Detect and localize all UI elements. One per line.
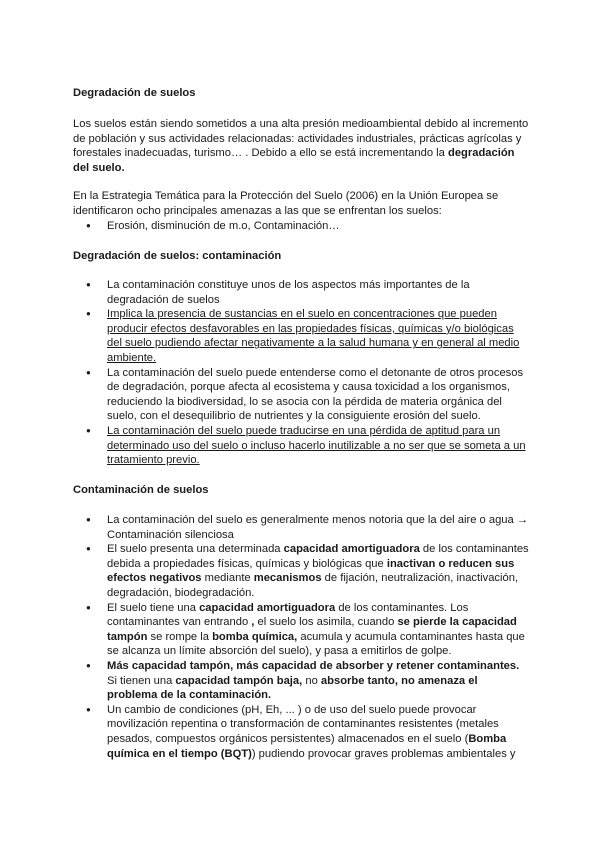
section-title-contaminacion: Degradación de suelos: contaminación [73, 250, 282, 262]
contamination-list [73, 278, 529, 468]
list-item: ● Más capacidad tampón, más capacidad de absorber y retener contaminantes. Si tienen una capacidad tampón baja, no absorbe tanto, no amenaza el problema de la contaminación. [73, 659, 529, 703]
list-item: ● Implica la presencia de sustancias en el suelo en concentraciones que pueden producir efectos desfavorables en las propiedades físicas, químicas y/o biológicas del suelo pudiendo afectar negativamente a la salud humana y en general al medio ambiente. [73, 307, 529, 365]
list-item: ● La contaminación del suelo es generalmente menos notoria que la del aire o agua → Contaminación silenciosa [73, 513, 529, 542]
list-item: ● La contaminación del suelo puede entenderse como el detonante de otros procesos de degradación, porque afecta al ecosistema y causa toxicidad a los organismos, reduciendo la biodiversidad, lo se asocia con la pérdida de materia orgánica del suelo, con el desequilibrio de nutrientes y la consiguiente erosión del suelo. [73, 366, 529, 424]
strategy-paragraph: En la Estrategia Temática para la Protección del Suelo (2006) en la Unión Europea se identificaron ocho principales amenazas a las que se enfrentan los suelos: [73, 190, 499, 217]
list-item: ● Un cambio de condiciones (pH, Eh, ... ) o de uso del suelo puede provocar movilización repentina o transformación de contaminantes resistentes (metales pesados, compuestos orgánicos persistentes) almacenados en el suelo (Bomba química en el tiempo (BQT)) pudiendo provocar graves problemas ambientales y [73, 703, 529, 761]
list-item: ● El suelo tiene una capacidad amortiguadora de los contaminantes. Los contaminantes van entrando , el suelo los asimila, cuando se pierde la capacidad tampón se rompe la bomba química, acumula y acumula contaminantes hasta que se alcanza un límite absorción del suelo), y pasa a emitirlos de golpe. [73, 601, 529, 659]
list-item: ● La contaminación del suelo puede traducirse en una pérdida de aptitud para un determinado uso del suelo o incluso hacerlo inutilizable a no ser que se someta a un tratamiento previo. [73, 424, 529, 468]
list-item: ● La contaminación constituye unos de los aspectos más importantes de la degradación de suelos [73, 278, 529, 307]
soil-contamination-list [73, 513, 529, 761]
section-title-contaminacion-suelos: Contaminación de suelos [73, 484, 209, 496]
threats-list [73, 219, 529, 234]
list-item: ● Erosión, disminución de m.o, Contaminación… [73, 219, 529, 234]
intro-paragraph: Los suelos están siendo sometidos a una alta presión medioambiental debido al incremento de población y sus actividades relacionadas: actividades industriales, prácticas agrícolas y forestales inadecuadas, turismo… . Debido a ello se está incrementando la degradación del suelo. [73, 118, 529, 174]
section-title-degradacion: Degradación de suelos [73, 87, 196, 99]
list-item: ● El suelo presenta una determinada capacidad amortiguadora de los contaminantes debida a propiedades físicas, químicas y biológicas que inactivan o reducen sus efectos negativos mediante mecanismos de fijación, neutralización, inactivación, degradación, biodegradación. [73, 542, 529, 600]
